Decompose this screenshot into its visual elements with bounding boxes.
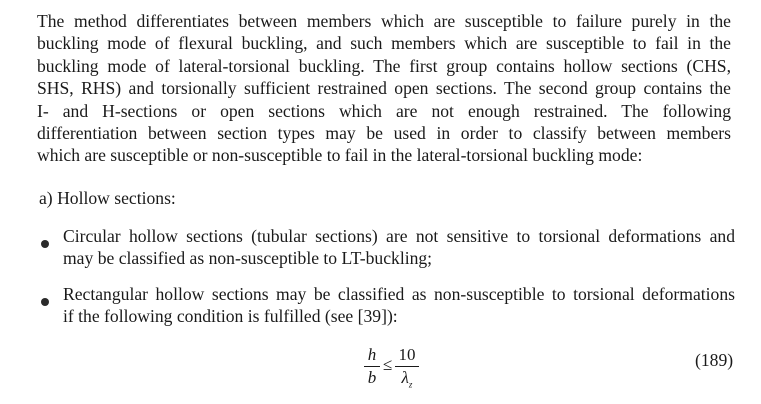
equation-number: (189) — [695, 350, 734, 370]
paragraph-line: I- and H-sections or open sections which are not enough restrained. The following — [37, 100, 731, 121]
fraction-denominator — [395, 369, 419, 393]
bullet-item-circular — [63, 225, 735, 270]
lambda-subscript: z — [408, 379, 413, 390]
bullet-line: Rectangular hollow sections may be classified as non-susceptible to torsional deformations — [63, 284, 735, 304]
bullet-line: if the following condition is fulfilled (see [39]): — [63, 306, 398, 327]
intro-paragraph — [37, 10, 731, 167]
bullet-dot-icon — [41, 240, 49, 248]
paragraph-line: which are susceptible or non-susceptible to fail in the lateral-torsional buckling mode: — [37, 145, 643, 166]
bullet-dot-icon — [41, 298, 49, 306]
paragraph-line: The method differentiates between members which are susceptible to failure purely in the — [37, 11, 731, 31]
fraction-bar — [364, 366, 380, 367]
fraction-10-over-lambda — [395, 346, 419, 393]
fraction-denominator: b — [367, 368, 377, 387]
paragraph-line: SHS, RHS) and torsionally sufficient restrained open sections. The second group contains the — [37, 78, 731, 99]
lambda-symbol: λ — [401, 368, 409, 387]
bullet-line: Circular hollow sections (tubular sections) are not sensitive to torsional deformations and — [63, 226, 735, 246]
paragraph-line: buckling mode of lateral-torsional buckling. The first group contains hollow sections (CHS, — [37, 55, 731, 76]
less-equal-operator: ≤ — [383, 355, 393, 374]
subheading-hollow-sections: a) Hollow sections: — [39, 188, 176, 208]
fraction-h-over-b — [364, 346, 380, 387]
paragraph-line: buckling mode of flexural buckling, and such members which are susceptible to fail in the — [37, 33, 731, 54]
paragraph-line: differentiation between section types may be used in order to classify between members — [37, 123, 731, 144]
fraction-bar — [395, 366, 419, 367]
fraction-numerator: h — [367, 345, 377, 364]
bullet-item-rectangular — [63, 283, 735, 328]
fraction-numerator: 10 — [398, 345, 416, 364]
slenderness-formula — [360, 344, 440, 400]
bullet-line: may be classified as non-susceptible to LT-buckling; — [63, 248, 433, 269]
